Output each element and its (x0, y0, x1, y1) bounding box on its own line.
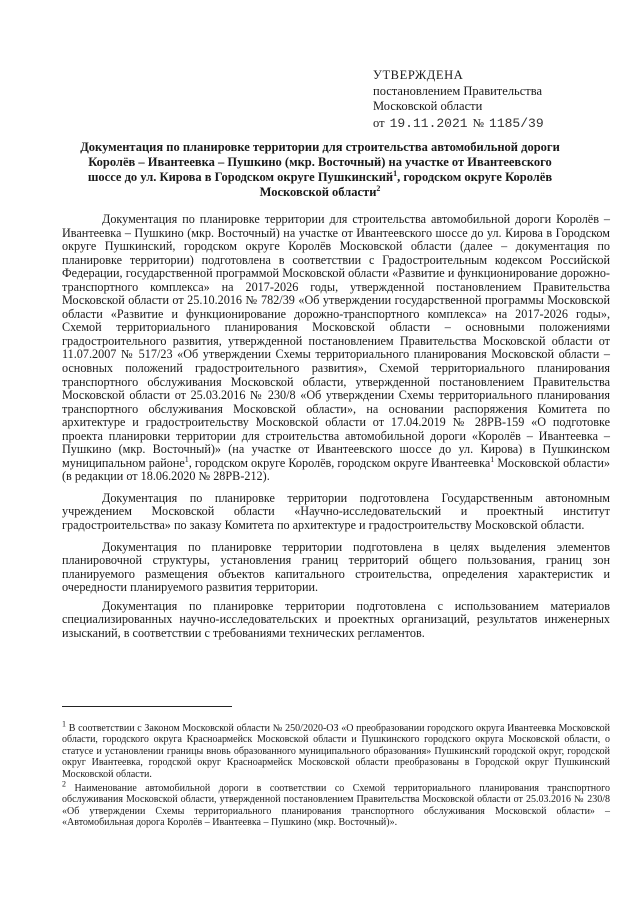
footnote-2-text: Наименование автомобильной дороги в соответствии со Схемой территориального планирования транспортного обслуживания Московской области, утвержденной постановлением Правительства Московской области от 25.03.2016 № 230/8 «Об утверждении Схемы территориального планирования транспортного обслуживания Московской области» – «Автомобильная дорога Королёв – Ивантеевка – Пушкино (мкр. Восточный)». (62, 783, 610, 829)
paragraph-basis-text-c: Московской области» (в редакции от 18.06.2020 № 28РВ-212). (62, 455, 610, 484)
footnote-1-text: В соответствии с Законом Московской области № 250/2020-ОЗ «О преобразовании городского округа Ивантеевка Московской области, городского округа Красноармейск Московской области и Пушкинского городского округа Московской области, о статусе и установлении границы вновь образованного муниципального образования» Пушкинский городской округ, городской округ Ивантеевка, городской округ Красноармейск Московской области преобразованы в Городской округ Пушкинский Московской области. (62, 723, 610, 780)
title-footnote-ref-1: 1 (393, 168, 398, 178)
document-body (62, 213, 610, 648)
title-footnote-ref-2: 2 (376, 183, 381, 193)
approval-number: 1185/39 (489, 115, 544, 131)
title-part-2: , городском округе Королёв Московской области (259, 170, 553, 199)
paragraph-developer: Документация по планировке территории подготовлена Государственным автономным учреждением Московской области «Научно-исследовательский и проектный институт градостроительства» по заказу Комитета по архитектуре и градостроительству Московской области. (62, 490, 610, 533)
paragraph-footnote-ref-b: 1 (490, 454, 495, 464)
paragraph-basis-text-a: Документация по планировке территории для строительства автомобильной дороги Королёв – Ивантеевка – Пушкино (мкр. Восточный) на участке от Ивантеевского шоссе до ул. Кирова в Городском округе Пушкинский, городском округе Королёв Московской области (далее – документация по планировке территории) подготовлена в соответствии с Градостроительным кодексом Российской Федерации, государственной программой Московской области «Развитие и функционирование дорожно-транспортного комплекса» на 2017-2026 годы, утвержденной постановлением Правительства Московской области от 25.10.2016 № 782/39 «Об утверждении государственной программы Московской области «Развитие и функционирование дорожно-транспортного комплекса» на 2017-2026 годы», Схемой территориального планирования Московской области – основными положениями градостроительного развития, утвержденной постановлением Правительства Московской области от 11.07.2007 № 517/23 «Об утверждении Схемы территориального планирования Московской области – основных положений градостроительного развития», Схемой территориального планирования транспортного обслуживания Московской области, утвержденной постановлением Правительства Московской области от 25.03.2016 № 230/8 «Об утверждении Схемы территориального планирования транспортного обслуживания Московской области», на основании распоряжения Комитета по архитектуре и градостроительству Московской области от 17.04.2019 № 28РВ-159 «О подготовке проекта планировки территории для строительства автомобильной дороги «Королёв – Ивантеевка – Пушкино (мкр. Восточный)» (на участке от Ивантеевского шоссе до ул. Кирова) в Пушкинском муниципальном районе (62, 212, 610, 470)
footnote-1-mark: 1 (62, 719, 66, 729)
footnote-2-mark: 2 (62, 779, 66, 789)
approval-number-label: № (472, 115, 485, 130)
approval-stamp (373, 68, 613, 131)
approval-date: 19.11.2021 (389, 115, 468, 131)
approval-heading: УТВЕРЖДЕНА (373, 68, 464, 82)
paragraph-basis-text-b: , городском округе Королёв, городском округе Ивантеевка (188, 455, 491, 470)
approval-date-line (373, 116, 613, 132)
approval-from-label: от (373, 115, 385, 130)
document-title (70, 140, 570, 200)
footnote-divider (62, 706, 232, 707)
footnote-2 (62, 779, 610, 829)
approval-authority: постановлением Правительства (373, 83, 543, 98)
paragraph-materials: Документация по планировке территории подготовлена с использованием материалов специализированных научно-исследовательских и проектных организаций, результатов инженерных изысканий, в соответствии с требованиями технических регламентов. (62, 598, 610, 640)
footnotes (62, 706, 610, 832)
approval-region: Московской области (373, 99, 483, 113)
title-part-1: Документация по планировке территории для строительства автомобильной дороги Королёв – Ивантеевка – Пушкино (мкр. Восточный) на участке от Ивантеевского шоссе до ул. Кирова в Городском округе Пушкинский (80, 140, 560, 184)
footnote-1 (62, 719, 610, 780)
paragraph-footnote-ref-a: 1 (184, 454, 189, 464)
paragraph-purpose: Документация по планировке территории подготовлена в целях выделения элементов планировочной структуры, установления границ территорий общего пользования, границ зон планируемого размещения объектов капитального строительства, определения характеристик и очередности планируемого развития территории. (62, 539, 610, 595)
paragraph-basis (62, 213, 610, 484)
